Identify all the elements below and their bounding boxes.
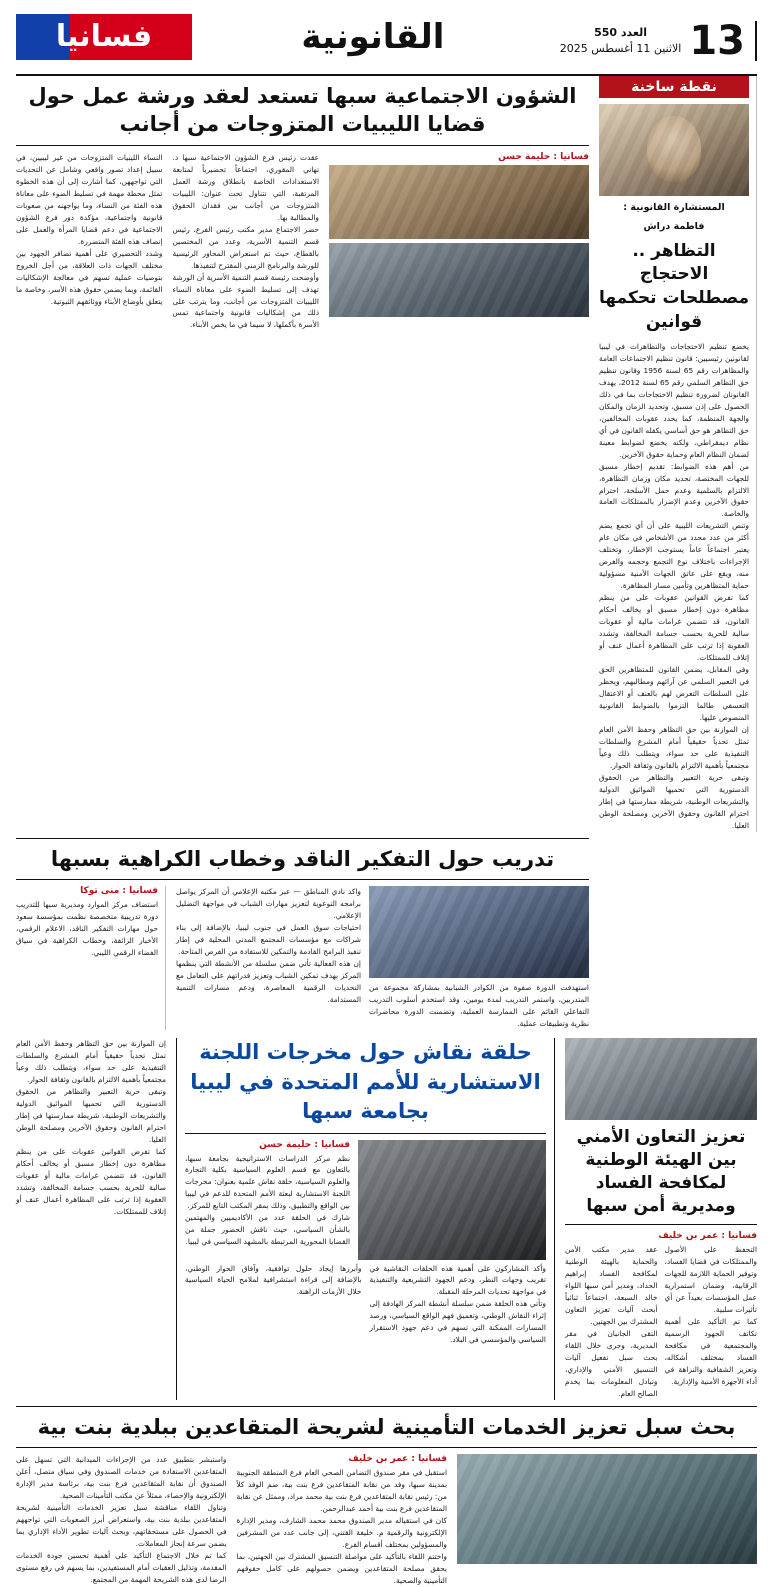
story-training-headline: تدريب حول التفكير الناقد وخطاب الكراهية بسبها [50, 847, 555, 872]
story-bottom-left-p2: كان في استقباله مدير الصندوق محمد محمد الشارف، ومدير الإدارة الإلكترونية والرقمية م. خليفة القتني، إلى جانب عدد من المشرفين والمسؤولين بمختلف أقسام الفرع. [236, 1516, 447, 1550]
story-training-p2: استهدفت الدورة صفوة من الكوادر الشبابية بمشاركة مجموعة من المتدربين، واستمر التدريب لمدة يومين، وقد استخدم أسلوب التدريب التفاعلي القائم على الممارسة العملية، وتضمنت الدورة محاضرات نظرية وتطبيقات عملية. [369, 983, 589, 1029]
page-title: القانونية [301, 17, 445, 57]
issue-date: الاثنين 11 أغسطس 2025 [559, 42, 682, 55]
divider [565, 1224, 757, 1225]
story-bottom [16, 1406, 757, 1587]
divider [16, 1447, 757, 1448]
page-number: 13 [689, 21, 757, 61]
story-blue-p1: نظم مركز الدراسات الاستراتيجية بجامعة سبها، بالتعاون مع قسم العلوم السياسية بكلية التجارة والعلوم السياسية، حلقة نقاش علمية بعنوان: مخرجات اللجنة الاستشارية لبعثة الأمم المتحدة للدعم في ليبيا بين الواقع والتطبيق، وذلك بمقر المكتب التابع للمركز. [185, 1153, 350, 1211]
story-security [565, 1038, 757, 1400]
story-security-byline: فسانيا : عمر بن خليف [658, 1231, 757, 1242]
story-training-byline: فسانيا : منى توكا [80, 886, 158, 897]
story-security-p2: التقى الجانبان في مقر المديرية، وجرى خلال اللقاء بحث سبل تفعيل آليات التنسيق الأمني والإداري، وتبادل المعلومات بما يخدم الصالح العام. [565, 1328, 658, 1398]
story-blue-p2: شارك في الحلقة عدد من الأكاديميين والمهتمين بالشأن السياسي، حيث ناقش الحضور جملة من القضايا المحورية المرتبطة بالمشهد السياسي في ليبيا. [185, 1213, 350, 1247]
hot-column-p7: وتبقى حرية التعبير والتظاهر من الحقوق الدستورية التي تحميها المواثيق الدولية والتشريعات الوطنية، شريطة ممارستها في إطار احترام القانون وحقوق الآخرين ومصلحة الوطن العليا. [599, 773, 749, 831]
hot-column-p5: وفي المقابل، يضمن القانون للمتظاهرين الحق في التعبير السلمي عن آرائهم ومطالبهم، ويحظر على السلطات التعرض لهم بالعنف أو الاعتقال التعسفي طالما التزموا بالضوابط القانونية المنصوص عليها. [599, 665, 749, 723]
story-main-photo-1 [329, 165, 589, 239]
story-blue-p4: وأكد المشاركون على أهمية هذه الحلقات النقاشية في تقريب وجهات النظر، ودعم الجهود التشريعية والتنفيذية في مواجهة تحديات المرحلة المقبلة. [369, 1263, 546, 1297]
columnist-photo [599, 104, 749, 196]
story-bottom-left-p3: واختتم اللقاء بالتأكيد على مواصلة التنسيق المشترك بين الجهتين، بما يحقق مصلحة المتقاعدين ويضمن حصولهم على كامل حقوقهم التأمينية والصحية. [236, 1552, 447, 1586]
story-blue-photo [358, 1140, 546, 1260]
divider [185, 1133, 546, 1134]
divider [16, 838, 589, 839]
story-bottom-photo [457, 1454, 757, 1564]
legal-column-continued [16, 1038, 166, 1400]
story-main-body [16, 82, 589, 331]
story-bottom-byline: فسانيا : عمر بن خليف [348, 1454, 447, 1465]
story-bottom-right-p3: كما تم خلال الاجتماع التأكيد على أهمية تحسين جودة الخدمات المقدمة، وتذليل العقبات أمام المستفيدين، بما يسهم في رفع مستوى الرضا لدى هذه الشريحة المهمة من المجتمع. [16, 1551, 227, 1585]
hot-column-headline: التظاهر .. الاحتجاج مصطلحات تحكمها قوانين [599, 240, 749, 332]
issue-label: العدد 550 [594, 25, 647, 39]
hot-column [599, 76, 757, 832]
hot-column-p2: من أهم هذه الضوابط: تقديم إخطار مسبق للجهات المختصة، تحديد مكان وزمان التظاهرة، الالتزام بالسلمية وعدم حمل الأسلحة، احترام حقوق الآخرين وعدم الإضرار بالممتلكات العامة والخاصة. [599, 461, 749, 519]
story-bottom-headline: بحث سبل تعزيز الخدمات التأمينية لشريحة المتقاعدين ببلدية بنت بية [37, 1414, 736, 1439]
story-main-byline: فسانيا : حليمة حسن [498, 151, 589, 162]
columnist-title: المستشارة القانونية : [623, 202, 725, 213]
hot-column-p6: إن الموازنة بين حق التظاهر وحفظ الأمن العام تمثل تحدياً حقيقياً أمام المشرع والسلطات التنفيذية على حد سواء، ويتطلب ذلك وعياً مجتمعياً بأهمية الالتزام بالقانون وثقافة الحوار. [599, 725, 749, 771]
story-blue-p3: وأبرزها إيجاد حلول توافقية، وآفاق الحوار الوطني، بالإضافة إلى قراءة استشرافية لملامح الحياة السياسية خلال الأزمات الراهنة. [185, 1263, 362, 1297]
avatar [647, 116, 701, 182]
masthead [16, 14, 757, 76]
story-main-left-p1: عقدت رئيس فرع الشؤون الاجتماعية سبها د. تهاني المقوري، اجتماعاً تحضيرياً لمتابعة الاستعدادات الخاصة بانطلاق ورشة العمل المرتقبة، التي تتناول تحت عنوان: الليبيات المتزوجات من أجانب بين فقدان الحقوق والمطالبة بها. [172, 152, 319, 222]
hot-badge: نقطة ساخنة [599, 76, 749, 98]
divider [16, 879, 589, 880]
columnist-name: فاطمة دراش [643, 221, 705, 233]
story-training-p4: احتياجات سوق العمل في جنوب ليبيا، بالإضافة إلى بناء شراكات مع مؤسسات المجتمع المدني المحلية في إطار تنفيذ البرامج القادمة والتمكين للاستفادة من الفرص المتاحة. [176, 923, 361, 957]
story-security-p3: التحفظ على الأصول والممتلكات في قضايا الفساد، وتوفير الحماية اللازمة للجهات الرقابية، وضمان استمرارية عمل المؤسسات بعيداً عن أي تأثيرات سلبية. [664, 1245, 757, 1314]
divider [16, 145, 589, 146]
story-security-photo [565, 1038, 757, 1120]
story-security-p1: عقد مدير مكتب الأمن والحماية بالهيئة الوطنية لمكافحة الفساد إبراهيم الحداد، ومدير أمن سبها اللواء خالد السبعة، اجتماعاً ثنائياً أبحث آليات تعزيز التعاون المشترك بين الجهتين. [565, 1245, 658, 1326]
story-main-right-p2: وشدد التحضيري على أهمية تضافر الجهود بين مختلف الجهات ذات العلاقة، من أجل الخروج بتوصيات عملية تسهم في معالجة الإشكاليات القائمة، وبما يضمن حقوق هذه الأسر، وخاصة ما يتعلق بأوضاع الأبناء ووثائقهم الثبوتية. [16, 248, 163, 306]
story-main-left-p3: وأوضحت رئيسة قسم التنمية الأسرية أن الورشة تهدف إلى تسليط الضوء على معاناة النساء الليبيات المتزوجات من أجانب، وما يترتب على ذلك من إشكاليات قانونية واجتماعية تمس الأسرة بأكملها، لا سيما في ما يخص الأبناء. [172, 272, 319, 330]
story-blue [176, 1038, 555, 1400]
hot-column-p3: وتنص التشريعات الليبية على أن أي تجمع يضم أكثر من عدد محدد من الأشخاص في مكان عام يعتبر اجتماعاً عاماً يستوجب الإخطار، وتختلف الإجراءات باختلاف نوع التجمع وحجمه والغرض منه، ويقع على عاتق الجهات الأمنية مسؤولية حماية المتظاهرين وتأمين مسار المظاهرة. [599, 521, 749, 591]
hot-column-p4: كما تفرض القوانين عقوبات على من ينظم مظاهرة دون إخطار مسبق أو يخالف أحكام القانون، قد تتضمن غرامات مالية أو عقوبات سالبة للحرية بحسب جسامة المخالفة، وتشدد العقوبة إذا ترتب على المظاهرة أعمال عنف أو إتلاف للممتلكات. [599, 593, 749, 663]
story-blue-headline: حلقة نقاش حول مخرجات اللجنة الاستشارية للأمم المتحدة في ليبيا بجامعة سبها [190, 1040, 541, 1124]
hot-column-p1: يخضع تنظيم الاحتجاجات والتظاهرات في ليبيا لقانونين رئيسيين: قانون تنظيم الاجتماعات العامة والمظاهرات رقم 65 لسنة 1956 وقانون تنظيم حق التظاهر السلمي رقم 65 لسنة 2012، يهدف القانونان لضرورة تنظيم الاحتجاجات بما في ذلك الحصول على إذن مسبق، وتحديد الزمان والمكان والجهة المنظمة، كما يحدد عقوبات المخالفين، حق التظاهر هو حق أساسي يكفله القانون في أي نظام ديمقراطي، ولكنه يخضع لضوابط معينة لضمان النظام العام وحماية حقوق الآخرين. [599, 341, 749, 459]
story-blue-byline: فسانيا : حليمة حسن [259, 1139, 350, 1150]
story-main-headline: الشؤون الاجتماعية سبها تستعد لعقد ورشة عمل حول قضايا الليبيات المتزوجات من أجانب [28, 84, 577, 137]
story-security-headline: تعزيز التعاون الأمني بين الهيئة الوطنية لمكافحة الفساد ومديرية أمن سبها [576, 1127, 746, 1217]
hot-column-cont-2: وتبقى حرية التعبير والتظاهر من الحقوق الدستورية التي تحميها المواثيق الدولية والتشريعات الوطنية، شريطة ممارستها في إطار احترام القانون وحقوق الآخرين ومصلحة الوطن العليا. [16, 1087, 166, 1145]
story-bottom-left-p1: استقبل في مقر صندوق التضامن الصحي العام فرع المنطقة الجنوبية بمدينة سبها، وفد من نقابة المتقاعدين فرع بنت بية، ضم الوفد كلاً من: رئيس نقابة المتقاعدين فرع بنت بية محمد مراد، وممثل عن نقابة المتقاعدين فرع بنت بية أحمد عبدالرحمن. [236, 1468, 447, 1514]
story-main [16, 76, 757, 832]
divider [16, 1406, 757, 1407]
story-bottom-right-p1: واستبشر بتطبيق عدد من الإجراءات الميدانية التي تسهل على المتقاعدين الاستفادة من خدمات الصندوق وفي سياق متصل، أعلن الصندوق أن نقابة المتقاعدين فرع بنت بية، برئاسة مدير الإدارة الإلكترونية والإحصاء، ممثلاً عن مكتب التأمينات الصحية. [16, 1455, 227, 1501]
story-training-photo-1 [369, 886, 589, 978]
story-security-p4: كما تم التأكيد على أهمية تكاتف الجهود الرسمية والمجتمعية في مكافحة الفساد بمختلف أشكاله، وتعزيز الشفافية والنزاهة في أداء الأجهزة الأمنية والإدارية. [664, 1316, 757, 1386]
logo-text: فسانيا [55, 19, 153, 54]
story-training-p5: إن هذه الفعالية تأتي ضمن سلسلة من الأنشطة التي ينظمها المركز بهدف تمكين الشباب وتعزيز قدراتهم على التعامل مع التحديات الرقمية المعاصرة، ودعم مسارات التنمية المستدامة. [176, 959, 361, 1005]
newspaper-logo [16, 14, 192, 60]
hot-column-cont-3: كما تفرض القوانين عقوبات على من ينظم مظاهرة دون إخطار مسبق أو يخالف أحكام القانون، قد تتضمن غرامات مالية أو عقوبات سالبة للحرية بحسب جسامة المخالفة، وتشدد العقوبة إذا ترتب على المظاهرة أعمال عنف أو إتلاف للممتلكات. [16, 1147, 166, 1217]
story-training [16, 838, 589, 1030]
story-main-right-p1: النساء الليبيات المتزوجات من غير ليبيين، في سبيل إعداد تصور واقعي وشامل عن التحديات التي تواجههن، كما أشارت إلى أن هذه الخطوة تمثل محطة مهمة في تسليط الضوء على معاناة هذه الفئة من النساء، وما يواجهنه من صعوبات قانونية واجتماعية، مؤكدة دور فرع الشؤون الاجتماعية في دعم قضايا المرأة والعمل على إنصاف هذه الفئة المتضررة. [16, 152, 163, 246]
issue-meta [560, 25, 682, 58]
story-training-p3: واكد نادي المناطق — عبر مكتبه الإعلامي أن المركز يواصل برامجه التوعوية لتعزيز مهارات الشباب في مواجهة التضليل الإعلامي. [176, 887, 361, 921]
issue-block [554, 14, 757, 68]
hot-column-cont-1: إن الموازنة بين حق التظاهر وحفظ الأمن العام تمثل تحدياً حقيقياً أمام المشرع والسلطات التنفيذية على حد سواء، ويتطلب ذلك وعياً مجتمعياً بأهمية الالتزام بالقانون وثقافة الحوار. [16, 1039, 166, 1085]
story-training-p1: استضاف مركز الموارد ومديرية سبها للتدريب دورة تدريبية متخصصة نظمت بمؤسسة سعود حول مهارات التفكير الناقد، الاعلام الرقمي، الأخبار الزائفة، وخطاب الكراهية في سياق الفضاء الرقمي الليبي. [16, 900, 158, 958]
story-main-photo-2 [329, 243, 589, 317]
story-bottom-right-p2: وتناول اللقاء مناقشة سبل تعزيز الخدمات التأمينية لشريحة المتقاعدين ببلدية بنت بية، واستعراض أبرز الصعوبات التي تواجههم في الحصول على مستحقاتهم، وبحث آليات تطوير الأداء الإداري بما يضمن سرعة إنجاز المعاملات. [16, 1503, 227, 1549]
story-blue-p5: وتأتي هذه الحلقة ضمن سلسلة أنشطة المركز الهادفة إلى إثراء النقاش الوطني، وتعميق فهم الواقع السياسي، ورصد المسارات الممكنة التي تسهم في دعم جهود الاستقرار السياسي والمؤسسي في البلاد. [369, 1299, 546, 1345]
story-main-left-p2: حضر الاجتماع مدير مكتب رئيس الفرع، رئيس قسم التنمية الأسرية، وعدد من المختصين بالقطاع، حيث تم استعراض المحاور الرئيسية للورشة والبرنامج الزمني المقترح لتنفيذها. [172, 224, 319, 270]
middle-band [16, 1038, 757, 1400]
